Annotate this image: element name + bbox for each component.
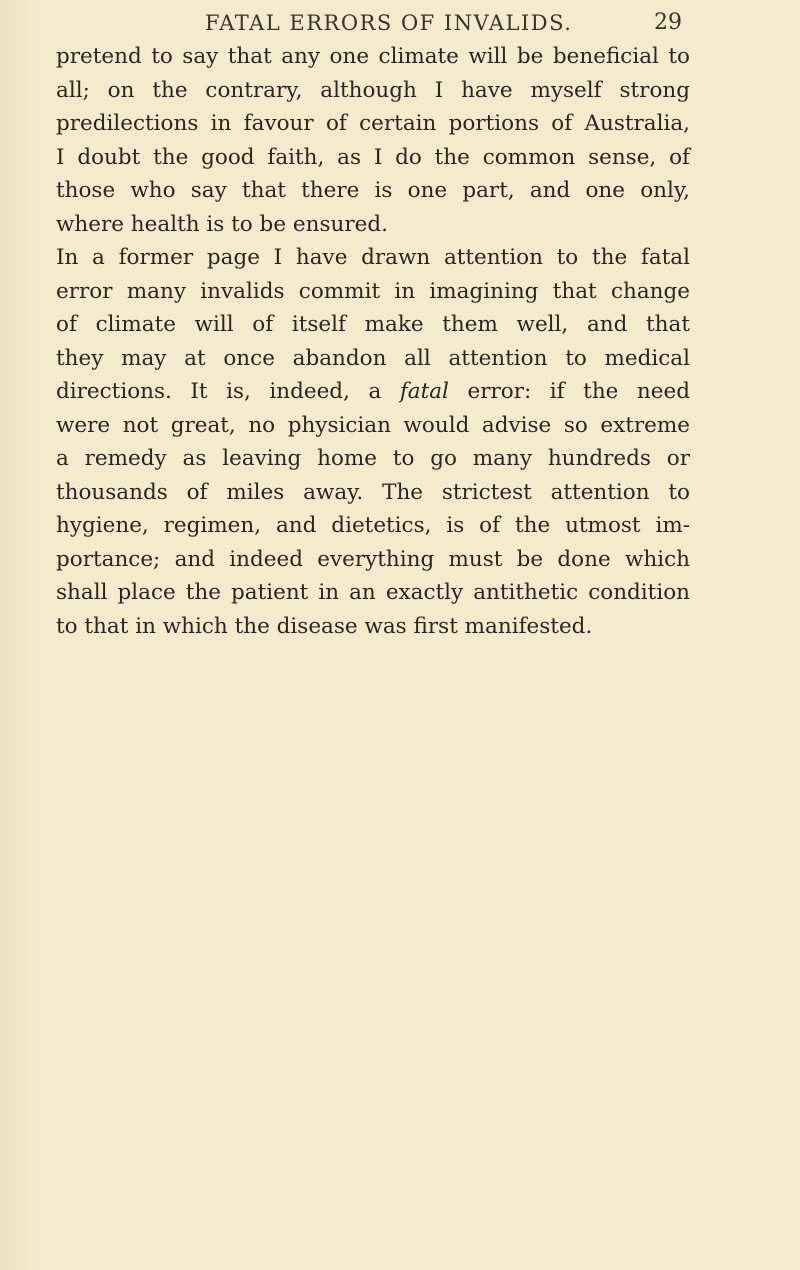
text-line: where health is to be ensured. [56, 211, 388, 237]
text-line: shall place the patient in an exactly antithetic condition [56, 580, 690, 605]
text-line: were not great, no physician would advise so extreme [56, 412, 690, 438]
text-line: error many invalids commit in imagining that change [56, 278, 690, 304]
text-line: predilections in favour of certain portions of Australia, [56, 111, 690, 136]
body-text [56, 40, 690, 643]
text-segment: directions. It is, indeed, a [56, 379, 400, 404]
text-line: I doubt the good faith, as I do the common sense, of [56, 144, 690, 170]
text-line: a remedy as leaving home to go many hundreds or [56, 446, 690, 471]
text-segment: error: if the need [448, 379, 690, 404]
text-line-with-emphasis [56, 375, 690, 409]
text-line: hygiene, regimen, and dietetics, is of the utmost im- [56, 513, 690, 538]
text-line: of climate will of itself make them well, and that [56, 312, 690, 337]
text-line: In a former page I have drawn attention to the fatal [56, 245, 690, 270]
running-title: FATAL ERRORS OF INVALIDS. [205, 11, 573, 35]
text-line: all; on the contrary, although I have myself strong [56, 77, 690, 103]
running-head [0, 8, 800, 44]
text-line: thousands of miles away. The strictest attention to [56, 479, 690, 505]
text-line: portance; and indeed everything must be done which [56, 546, 690, 572]
text-line: they may at once abandon all attention to medical [56, 345, 690, 371]
emphasis-text: fatal [399, 379, 449, 404]
text-line: pretend to say that any one climate will be beneficial to [56, 44, 690, 69]
page-number: 29 [654, 10, 682, 35]
text-line: to that in which the disease was first manifested. [56, 613, 593, 639]
text-line: those who say that there is one part, and one only, [56, 178, 690, 203]
